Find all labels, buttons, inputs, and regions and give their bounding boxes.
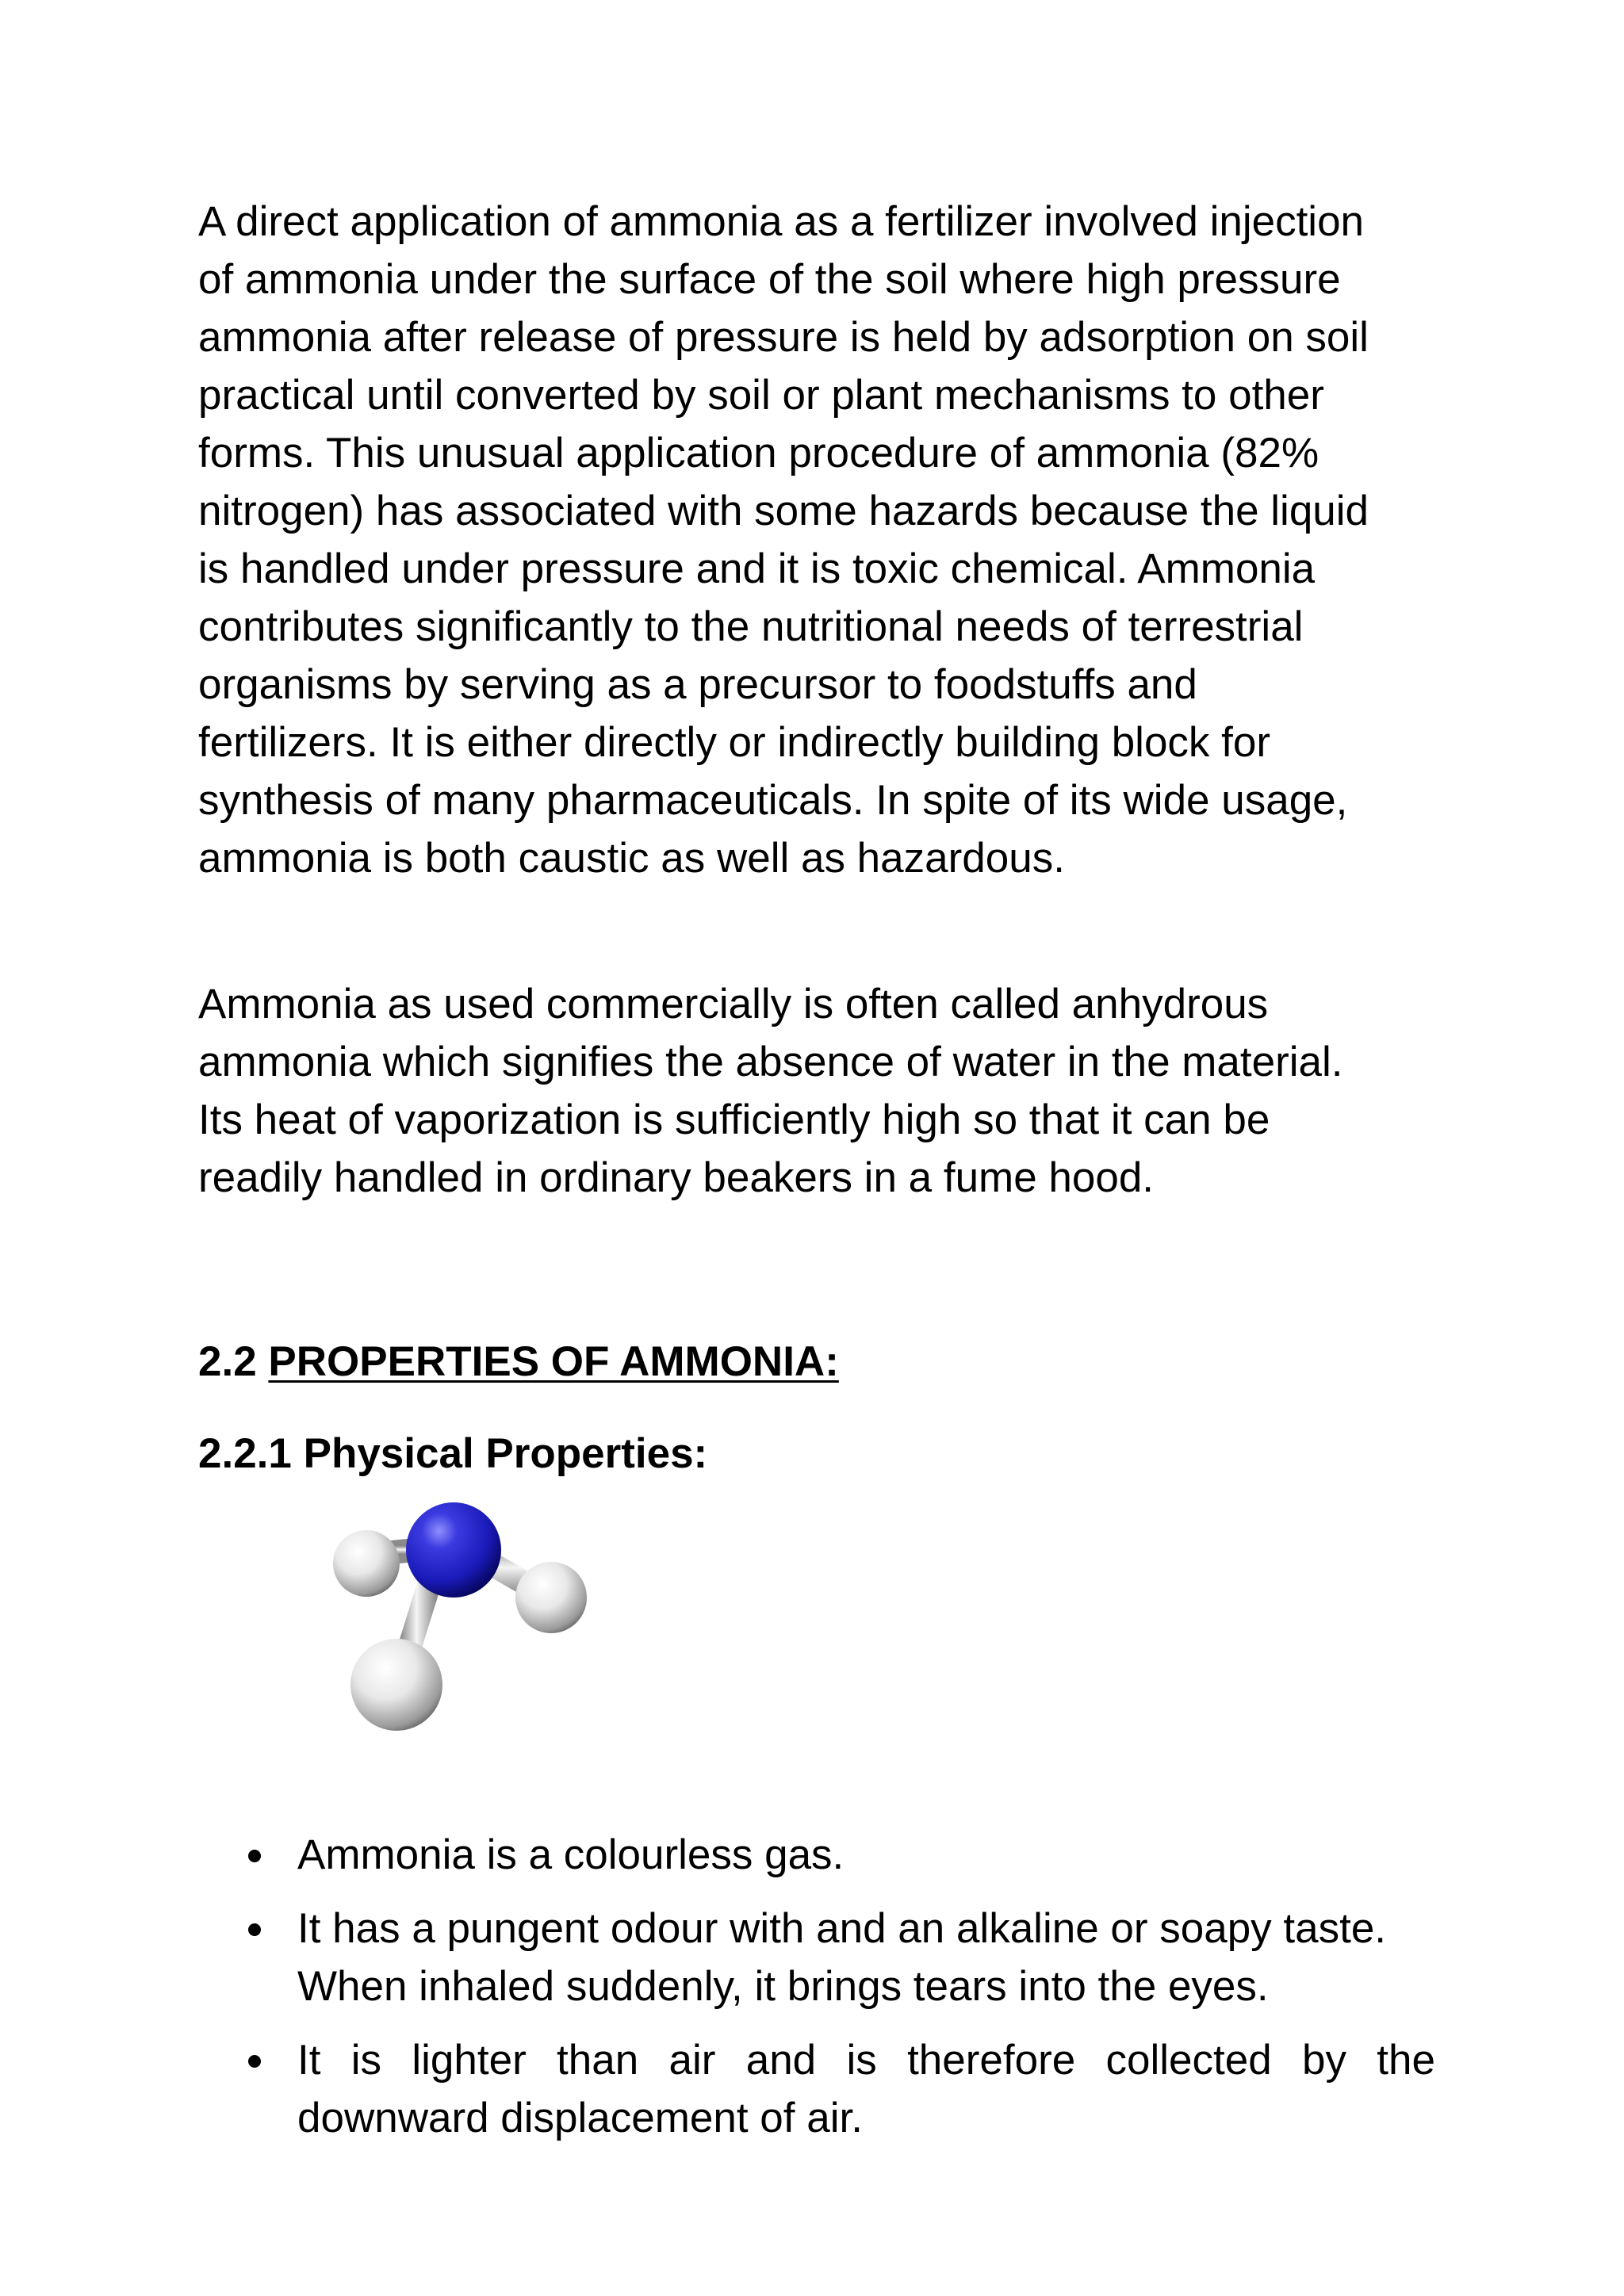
paragraph-anhydrous-ammonia	[198, 975, 1459, 1207]
hydrogen-right	[515, 1562, 587, 1633]
section-heading	[198, 1333, 839, 1391]
ammonia-molecule-icon	[301, 1498, 603, 1736]
text-line: synthesis of many pharmaceuticals. In spite of its wide usage,	[198, 777, 1348, 824]
text-line: A direct application of ammonia as a fertilizer involved injection	[198, 198, 1365, 245]
text-line: fertilizers. It is either directly or indirectly building block for	[198, 719, 1270, 766]
text-line: organisms by serving as a precursor to foodstuffs and	[198, 661, 1197, 708]
text-line: readily handled in ordinary beakers in a fume hood.	[198, 1154, 1155, 1201]
text-line: Ammonia is a colourless gas.	[297, 1831, 845, 1878]
text-line: contributes significantly to the nutritional needs of terrestrial	[198, 603, 1304, 650]
text-line: It is lighter than air and is therefore collected by the	[297, 2037, 1435, 2084]
bullet-icon	[248, 1850, 261, 1862]
hydrogen-bottom	[350, 1639, 442, 1731]
text-line: ammonia after release of pressure is held by adsorption on soil	[198, 314, 1369, 361]
text-line: of ammonia under the surface of the soil where high pressure	[198, 256, 1341, 303]
section-title: PROPERTIES OF AMMONIA:	[268, 1338, 839, 1385]
text-line: downward displacement of air.	[297, 2095, 863, 2141]
subsection-heading: 2.2.1 Physical Properties:	[198, 1430, 708, 1477]
list-item	[198, 2031, 1435, 2147]
text-line: When inhaled suddenly, it brings tears into the eyes.	[297, 1963, 1269, 2010]
text-line: forms. This unusual application procedure of ammonia (82%	[198, 430, 1320, 476]
text-line: ammonia is both caustic as well as hazardous.	[198, 835, 1065, 882]
text-line: Ammonia as used commercially is often called anhydrous	[198, 981, 1269, 1027]
nitrogen-atom	[406, 1502, 501, 1598]
list-item	[198, 1826, 1435, 1884]
bullet-icon	[248, 1923, 261, 1936]
text-line: Its heat of vaporization is sufficiently high so that it can be	[198, 1096, 1270, 1143]
section-number: 2.2	[198, 1338, 257, 1385]
text-line: is handled under pressure and it is toxic chemical. Ammonia	[198, 545, 1316, 592]
hydrogen-left	[333, 1530, 400, 1597]
paragraph-ammonia-fertilizer	[198, 193, 1459, 887]
text-line: practical until converted by soil or plant mechanisms to other	[198, 372, 1324, 419]
physical-properties-list	[198, 1826, 1435, 2163]
text-line: nitrogen) has associated with some hazards because the liquid	[198, 488, 1369, 534]
text-line: ammonia which signifies the absence of water in the material.	[198, 1039, 1343, 1085]
bullet-icon	[248, 2055, 261, 2068]
list-item	[198, 1900, 1435, 2015]
text-line: It has a pungent odour with and an alkaline or soapy taste.	[297, 1905, 1387, 1952]
